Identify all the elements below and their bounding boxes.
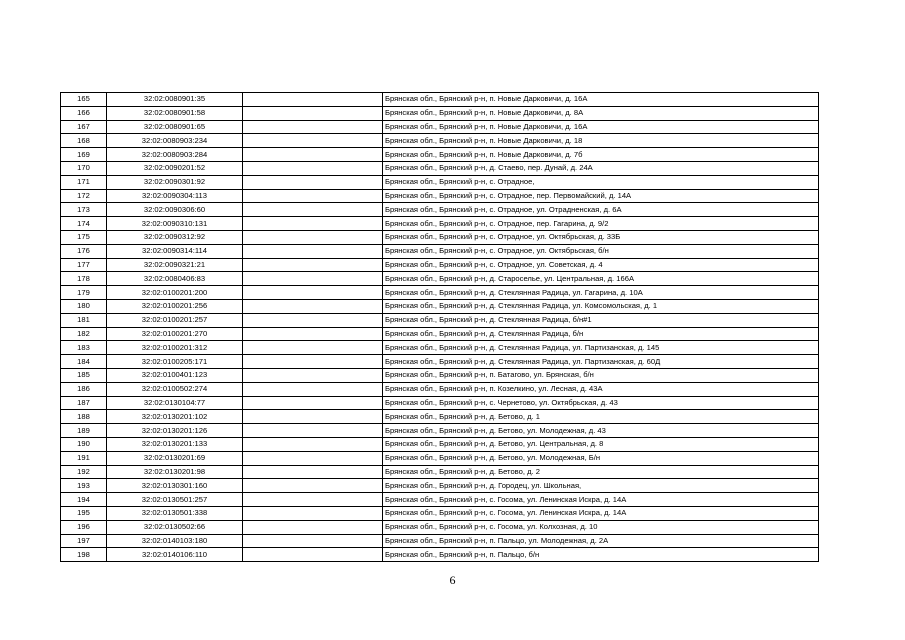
row-number-cell: 172 [61,189,107,203]
address-cell: Брянская обл., Брянский р-н, с. Отрадное, ул. Отрадненская, д. 6А [383,203,819,217]
blank-cell [243,534,383,548]
address-cell: Брянская обл., Брянский р-н, п. Козелкино, ул. Лесная, д. 43А [383,382,819,396]
row-number-cell: 198 [61,548,107,562]
row-number-cell: 186 [61,382,107,396]
table-row [61,396,819,410]
blank-cell [243,465,383,479]
row-number-cell: 182 [61,327,107,341]
blank-cell [243,548,383,562]
cadastral-number-cell: 32:02:0100401:123 [107,368,243,382]
table-row [61,479,819,493]
blank-cell [243,106,383,120]
blank-cell [243,520,383,534]
row-number-cell: 184 [61,355,107,369]
blank-cell [243,134,383,148]
table-row [61,175,819,189]
row-number-cell: 195 [61,506,107,520]
blank-cell [243,203,383,217]
cadastral-number-cell: 32:02:0100205:171 [107,355,243,369]
register-table [60,92,819,562]
blank-cell [243,230,383,244]
blank-cell [243,272,383,286]
row-number-cell: 185 [61,368,107,382]
cadastral-number-cell: 32:02:0080901:58 [107,106,243,120]
blank-cell [243,396,383,410]
table-row [61,258,819,272]
row-number-cell: 197 [61,534,107,548]
table-row [61,106,819,120]
cadastral-number-cell: 32:02:0090314:114 [107,244,243,258]
row-number-cell: 169 [61,148,107,162]
cadastral-number-cell: 32:02:0130201:98 [107,465,243,479]
blank-cell [243,437,383,451]
table-row [61,148,819,162]
cadastral-number-cell: 32:02:0080901:35 [107,93,243,107]
blank-cell [243,313,383,327]
table-row [61,217,819,231]
address-cell: Брянская обл., Брянский р-н, д. Стаево, пер. Дунай, д. 24А [383,161,819,175]
cadastral-number-cell: 32:02:0130201:69 [107,451,243,465]
address-cell: Брянская обл., Брянский р-н, д. Стеклянная Радица, ул. Комсомольская, д. 1 [383,299,819,313]
address-cell: Брянская обл., Брянский р-н, д. Городец, ул. Школьная, [383,479,819,493]
address-cell: Брянская обл., Брянский р-н, с. Госома, ул. Ленинская Искра, д. 14А [383,506,819,520]
table-row [61,272,819,286]
cadastral-number-cell: 32:02:0130104:77 [107,396,243,410]
address-cell: Брянская обл., Брянский р-н, п. Пальцо, б/н [383,548,819,562]
table-row [61,355,819,369]
cadastral-number-cell: 32:02:0130201:133 [107,437,243,451]
blank-cell [243,368,383,382]
address-cell: Брянская обл., Брянский р-н, с. Отрадное, ул. Советская, д. 4 [383,258,819,272]
table-row [61,548,819,562]
address-cell: Брянская обл., Брянский р-н, д. Стеклянная Радица, ул. Гагарина, д. 10А [383,286,819,300]
row-number-cell: 188 [61,410,107,424]
address-cell: Брянская обл., Брянский р-н, д. Бетово, ул. Молодежная, д. 43 [383,424,819,438]
row-number-cell: 165 [61,93,107,107]
row-number-cell: 196 [61,520,107,534]
address-cell: Брянская обл., Брянский р-н, п. Новые Дарковичи, д. 8А [383,106,819,120]
blank-cell [243,299,383,313]
cadastral-number-cell: 32:02:0090306:60 [107,203,243,217]
table-row [61,437,819,451]
row-number-cell: 192 [61,465,107,479]
table-row [61,230,819,244]
cadastral-number-cell: 32:02:0130301:160 [107,479,243,493]
blank-cell [243,424,383,438]
address-cell: Брянская обл., Брянский р-н, д. Бетово, д. 2 [383,465,819,479]
cadastral-number-cell: 32:02:0080406:83 [107,272,243,286]
blank-cell [243,341,383,355]
cadastral-number-cell: 32:02:0100201:312 [107,341,243,355]
blank-cell [243,244,383,258]
table-row [61,161,819,175]
address-cell: Брянская обл., Брянский р-н, д. Бетово, ул. Молодежная, Б/н [383,451,819,465]
address-cell: Брянская обл., Брянский р-н, д. Стеклянная Радица, ул. Партизанская, д. 145 [383,341,819,355]
blank-cell [243,410,383,424]
row-number-cell: 193 [61,479,107,493]
blank-cell [243,189,383,203]
table-row [61,520,819,534]
blank-cell [243,451,383,465]
cadastral-number-cell: 32:02:0090304:113 [107,189,243,203]
table-row [61,465,819,479]
row-number-cell: 180 [61,299,107,313]
blank-cell [243,258,383,272]
row-number-cell: 171 [61,175,107,189]
address-cell: Брянская обл., Брянский р-н, п. Новые Дарковичи, д. 16А [383,120,819,134]
cadastral-number-cell: 32:02:0100502:274 [107,382,243,396]
cadastral-number-cell: 32:02:0090201:52 [107,161,243,175]
table-row [61,203,819,217]
row-number-cell: 175 [61,230,107,244]
row-number-cell: 173 [61,203,107,217]
cadastral-number-cell: 32:02:0080901:65 [107,120,243,134]
row-number-cell: 187 [61,396,107,410]
blank-cell [243,506,383,520]
cadastral-number-cell: 32:02:0130502:66 [107,520,243,534]
cadastral-number-cell: 32:02:0090312:92 [107,230,243,244]
address-cell: Брянская обл., Брянский р-н, с. Госома, ул. Ленинская Искра, д. 14А [383,493,819,507]
row-number-cell: 174 [61,217,107,231]
table-row [61,506,819,520]
table-row [61,134,819,148]
address-cell: Брянская обл., Брянский р-н, с. Госома, ул. Колхозная, д. 10 [383,520,819,534]
cadastral-number-cell: 32:02:0080903:284 [107,148,243,162]
cadastral-number-cell: 32:02:0100201:270 [107,327,243,341]
row-number-cell: 181 [61,313,107,327]
blank-cell [243,93,383,107]
table-row [61,368,819,382]
cadastral-number-cell: 32:02:0140106:110 [107,548,243,562]
cadastral-number-cell: 32:02:0090301:92 [107,175,243,189]
cadastral-number-cell: 32:02:0090310:131 [107,217,243,231]
address-cell: Брянская обл., Брянский р-н, с. Отрадное, ул. Октябрьская, д. 33Б [383,230,819,244]
table-row [61,299,819,313]
blank-cell [243,327,383,341]
table-row [61,424,819,438]
address-cell: Брянская обл., Брянский р-н, п. Новые Дарковичи, д. 18 [383,134,819,148]
address-cell: Брянская обл., Брянский р-н, п. Пальцо, ул. Молодежная, д. 2А [383,534,819,548]
row-number-cell: 166 [61,106,107,120]
address-cell: Брянская обл., Брянский р-н, д. Бетово, д. 1 [383,410,819,424]
table-row [61,493,819,507]
blank-cell [243,382,383,396]
row-number-cell: 167 [61,120,107,134]
row-number-cell: 176 [61,244,107,258]
row-number-cell: 190 [61,437,107,451]
table-row [61,244,819,258]
cadastral-number-cell: 32:02:0100201:200 [107,286,243,300]
page-number: 6 [449,573,456,587]
cadastral-number-cell: 32:02:0130501:257 [107,493,243,507]
cadastral-number-cell: 32:02:0100201:257 [107,313,243,327]
address-cell: Брянская обл., Брянский р-н, д. Староселье, ул. Центральная, д. 166А [383,272,819,286]
row-number-cell: 189 [61,424,107,438]
table-row [61,120,819,134]
blank-cell [243,161,383,175]
register-table-body [61,93,819,562]
table-row [61,189,819,203]
address-cell: Брянская обл., Брянский р-н, с. Отрадное, пер. Гагарина, д. 9/2 [383,217,819,231]
cadastral-number-cell: 32:02:0080903:234 [107,134,243,148]
table-row [61,93,819,107]
blank-cell [243,493,383,507]
blank-cell [243,148,383,162]
row-number-cell: 183 [61,341,107,355]
address-cell: Брянская обл., Брянский р-н, д. Стеклянная Радица, ул. Партизанская, д. 60Д [383,355,819,369]
cadastral-number-cell: 32:02:0130201:126 [107,424,243,438]
blank-cell [243,175,383,189]
blank-cell [243,217,383,231]
table-row [61,382,819,396]
address-cell: Брянская обл., Брянский р-н, д. Стеклянная Радица, б/н [383,327,819,341]
address-cell: Брянская обл., Брянский р-н, д. Стеклянная Радица, б/н#1 [383,313,819,327]
address-cell: Брянская обл., Брянский р-н, с. Отрадное, [383,175,819,189]
address-cell: Брянская обл., Брянский р-н, п. Новые Дарковичи, д. 7б [383,148,819,162]
blank-cell [243,355,383,369]
cadastral-number-cell: 32:02:0130501:338 [107,506,243,520]
table-row [61,286,819,300]
row-number-cell: 191 [61,451,107,465]
address-cell: Брянская обл., Брянский р-н, с. Отрадное, пер. Первомайский, д. 14А [383,189,819,203]
row-number-cell: 170 [61,161,107,175]
table-row [61,313,819,327]
address-cell: Брянская обл., Брянский р-н, п. Новые Дарковичи, д. 16А [383,93,819,107]
table-row [61,327,819,341]
row-number-cell: 177 [61,258,107,272]
address-cell: Брянская обл., Брянский р-н, с. Чернетово, ул. Октябрьская, д. 43 [383,396,819,410]
row-number-cell: 178 [61,272,107,286]
table-row [61,410,819,424]
address-cell: Брянская обл., Брянский р-н, с. Отрадное, ул. Октябрьская, б/н [383,244,819,258]
blank-cell [243,286,383,300]
cadastral-number-cell: 32:02:0100201:256 [107,299,243,313]
address-cell: Брянская обл., Брянский р-н, д. Бетово, ул. Центральная, д. 8 [383,437,819,451]
row-number-cell: 194 [61,493,107,507]
address-cell: Брянская обл., Брянский р-н, п. Батагово, ул. Брянская, б/н [383,368,819,382]
table-row [61,451,819,465]
table-row [61,534,819,548]
cadastral-number-cell: 32:02:0140103:180 [107,534,243,548]
row-number-cell: 168 [61,134,107,148]
blank-cell [243,120,383,134]
blank-cell [243,479,383,493]
row-number-cell: 179 [61,286,107,300]
cadastral-number-cell: 32:02:0090321:21 [107,258,243,272]
cadastral-number-cell: 32:02:0130201:102 [107,410,243,424]
table-row [61,341,819,355]
